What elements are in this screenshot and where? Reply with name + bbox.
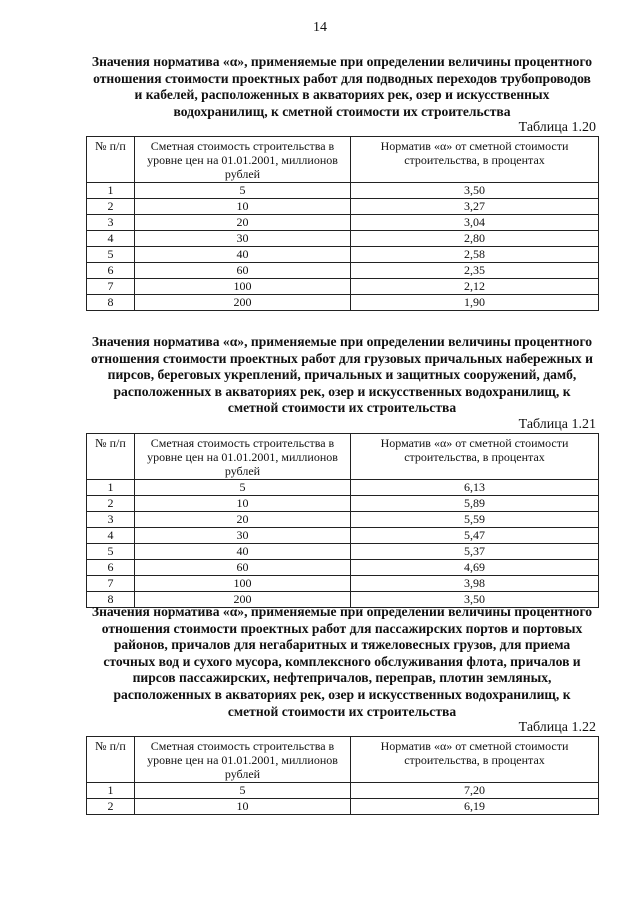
table-row bbox=[87, 479, 599, 495]
cost-cell: 30 bbox=[135, 231, 351, 247]
section-heading: Значения норматива «α», применяемые при определении величины процентного отношения стоимости проектных работ для грузовых причальных набережных и пирсов, береговых укреплений, причальных и защитных сооружений, дамб, расположенных в акваториях рек, озер и искусственных водохранилищ, к сметной стоимости их строительства bbox=[91, 334, 593, 416]
alpha-cell: 5,89 bbox=[351, 495, 599, 511]
column-header-num: № п/п bbox=[87, 137, 135, 183]
cost-cell: 40 bbox=[135, 543, 351, 559]
cost-cell: 20 bbox=[135, 511, 351, 527]
section-table-1-20 bbox=[86, 54, 598, 311]
alpha-cell: 3,50 bbox=[351, 183, 599, 199]
column-header-norm: Норматив «α» от сметной стоимости строительства, в процентах bbox=[351, 433, 599, 479]
alpha-cell: 3,04 bbox=[351, 215, 599, 231]
alpha-cell: 2,58 bbox=[351, 247, 599, 263]
row-number: 1 bbox=[87, 479, 135, 495]
section-heading: Значения норматива «α», применяемые при определении величины процентного отношения стоимости проектных работ для пассажирских портов и портовых районов, причалов для негабаритных и тяжеловесных грузов, для приема сточных вод и сухого мусора, комплексного обслуживания флота, причалов и пирсов пассажирских, нефтепричалов, переправ, плотин земляных, расположенных в акваториях рек, озер и искусственных водохранилищ, к сметной стоимости их строительства bbox=[91, 604, 593, 719]
cost-cell: 60 bbox=[135, 263, 351, 279]
row-number: 3 bbox=[87, 215, 135, 231]
alpha-cell: 2,35 bbox=[351, 263, 599, 279]
row-number: 5 bbox=[87, 543, 135, 559]
section-table-1-21 bbox=[86, 334, 598, 608]
cost-cell: 5 bbox=[135, 183, 351, 199]
row-number: 7 bbox=[87, 575, 135, 591]
table-row bbox=[87, 295, 599, 311]
row-number: 8 bbox=[87, 591, 135, 607]
norm-table-1-21 bbox=[86, 433, 599, 608]
alpha-cell: 4,69 bbox=[351, 559, 599, 575]
row-number: 1 bbox=[87, 783, 135, 799]
norm-table-1-22 bbox=[86, 736, 599, 815]
table-row bbox=[87, 543, 599, 559]
column-header-num: № п/п bbox=[87, 737, 135, 783]
column-header-norm: Норматив «α» от сметной стоимости строительства, в процентах bbox=[351, 137, 599, 183]
column-header-num: № п/п bbox=[87, 433, 135, 479]
section-table-1-22 bbox=[86, 604, 598, 815]
cost-cell: 5 bbox=[135, 783, 351, 799]
row-number: 3 bbox=[87, 511, 135, 527]
cost-cell: 10 bbox=[135, 799, 351, 815]
cost-cell: 100 bbox=[135, 279, 351, 295]
table-row bbox=[87, 799, 599, 815]
table-row bbox=[87, 575, 599, 591]
alpha-cell: 5,59 bbox=[351, 511, 599, 527]
table-row bbox=[87, 247, 599, 263]
cost-cell: 60 bbox=[135, 559, 351, 575]
column-header-cost: Сметная стоимость строительства в уровне цен на 01.01.2001, миллионов рублей bbox=[135, 737, 351, 783]
table-row bbox=[87, 279, 599, 295]
cost-cell: 20 bbox=[135, 215, 351, 231]
table-row bbox=[87, 527, 599, 543]
table-label: Таблица 1.20 bbox=[518, 120, 596, 136]
table-header-row bbox=[87, 433, 599, 479]
alpha-cell: 2,12 bbox=[351, 279, 599, 295]
alpha-cell: 7,20 bbox=[351, 783, 599, 799]
row-number: 8 bbox=[87, 295, 135, 311]
alpha-cell: 5,37 bbox=[351, 543, 599, 559]
table-row bbox=[87, 495, 599, 511]
row-number: 2 bbox=[87, 495, 135, 511]
row-number: 6 bbox=[87, 263, 135, 279]
table-row bbox=[87, 183, 599, 199]
alpha-cell: 3,27 bbox=[351, 199, 599, 215]
row-number: 7 bbox=[87, 279, 135, 295]
cost-cell: 10 bbox=[135, 495, 351, 511]
table-label: Таблица 1.22 bbox=[518, 720, 596, 736]
alpha-cell: 3,98 bbox=[351, 575, 599, 591]
table-header-row bbox=[87, 137, 599, 183]
column-header-cost: Сметная стоимость строительства в уровне цен на 01.01.2001, миллионов рублей bbox=[135, 433, 351, 479]
table-row bbox=[87, 263, 599, 279]
table-row bbox=[87, 511, 599, 527]
row-number: 4 bbox=[87, 231, 135, 247]
cost-cell: 40 bbox=[135, 247, 351, 263]
table-row bbox=[87, 783, 599, 799]
page-number: 14 bbox=[313, 20, 327, 35]
column-header-norm: Норматив «α» от сметной стоимости строительства, в процентах bbox=[351, 737, 599, 783]
cost-cell: 200 bbox=[135, 591, 351, 607]
cost-cell: 200 bbox=[135, 295, 351, 311]
table-row bbox=[87, 559, 599, 575]
alpha-cell: 6,19 bbox=[351, 799, 599, 815]
cost-cell: 100 bbox=[135, 575, 351, 591]
row-number: 6 bbox=[87, 559, 135, 575]
row-number: 2 bbox=[87, 199, 135, 215]
alpha-cell: 2,80 bbox=[351, 231, 599, 247]
table-row bbox=[87, 199, 599, 215]
alpha-cell: 5,47 bbox=[351, 527, 599, 543]
row-number: 1 bbox=[87, 183, 135, 199]
row-number: 2 bbox=[87, 799, 135, 815]
table-row bbox=[87, 215, 599, 231]
alpha-cell: 1,90 bbox=[351, 295, 599, 311]
table-row bbox=[87, 231, 599, 247]
alpha-cell: 6,13 bbox=[351, 479, 599, 495]
alpha-cell: 3,50 bbox=[351, 591, 599, 607]
cost-cell: 10 bbox=[135, 199, 351, 215]
column-header-cost: Сметная стоимость строительства в уровне цен на 01.01.2001, миллионов рублей bbox=[135, 137, 351, 183]
section-heading: Значения норматива «α», применяемые при определении величины процентного отношения стоимости проектных работ для подводных переходов трубопроводов и кабелей, расположенных в акваториях рек, озер и искусственных водохранилищ, к сметной стоимости их строительства bbox=[91, 54, 593, 119]
table-header-row bbox=[87, 737, 599, 783]
cost-cell: 5 bbox=[135, 479, 351, 495]
row-number: 5 bbox=[87, 247, 135, 263]
table-label: Таблица 1.21 bbox=[518, 416, 596, 432]
cost-cell: 30 bbox=[135, 527, 351, 543]
row-number: 4 bbox=[87, 527, 135, 543]
norm-table-1-20 bbox=[86, 136, 599, 311]
